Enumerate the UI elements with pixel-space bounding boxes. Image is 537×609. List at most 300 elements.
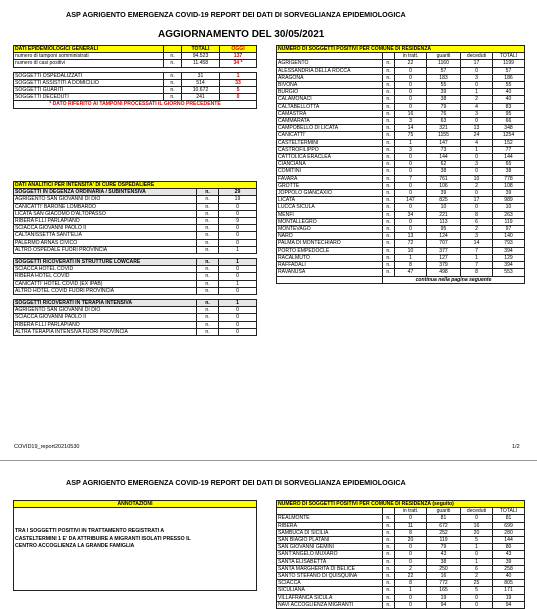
unit: n. xyxy=(383,132,395,139)
hospital-label: PALERMO ARNAS CIVICO xyxy=(14,239,197,246)
municipal-row xyxy=(277,515,525,522)
municipal-row xyxy=(277,240,525,247)
deceased: 2 xyxy=(461,96,493,103)
municipal-header-row xyxy=(277,501,525,508)
hospital-label: AGRIGENTO SAN GIOVANNI DI DIO xyxy=(14,307,197,314)
hospital-unit: n. xyxy=(197,266,219,273)
hospital-label: ALTRA TERAPIA INTENSIVA FUORI PROVINCIA xyxy=(14,328,197,335)
municipality-name: SAN GIOVANNI GEMINI xyxy=(277,544,383,551)
in-treatment: 8 xyxy=(395,529,427,536)
recovered: 106 xyxy=(427,182,461,189)
in-treatment: 0 xyxy=(395,168,427,175)
municipal-row xyxy=(277,211,525,218)
unit: n. xyxy=(383,522,395,529)
municipality-name: SICULIANA xyxy=(277,587,383,594)
row-unit: n. xyxy=(164,60,182,67)
municipal-col-header: TOTALI xyxy=(493,508,525,515)
hospital-unit: n. xyxy=(197,239,219,246)
general-row xyxy=(14,79,257,86)
hospital-label: SCIACCA GIOVANNI PAOLO II xyxy=(14,225,197,232)
row-unit: n. xyxy=(164,94,182,101)
municipal-row xyxy=(277,262,525,269)
total: 553 xyxy=(493,269,525,276)
row-label: SOGGETTI OSPEDALIZZATI xyxy=(14,72,164,79)
recovered: 147 xyxy=(427,139,461,146)
municipality-name: AGRIGENTO xyxy=(277,60,383,67)
in-treatment: 22 xyxy=(395,573,427,580)
deceased: 2 xyxy=(461,182,493,189)
recovered: 119 xyxy=(427,537,461,544)
hospital-unit: n. xyxy=(197,196,219,203)
row-today: 137 xyxy=(220,53,257,60)
deceased: 14 xyxy=(461,240,493,247)
unit: n. xyxy=(383,558,395,565)
recovered: 55 xyxy=(427,82,461,89)
unit: n. xyxy=(383,240,395,247)
hospital-unit: n. xyxy=(197,189,219,196)
hospital-row xyxy=(14,218,257,225)
in-treatment: 0 xyxy=(395,226,427,233)
municipal-row xyxy=(277,580,525,587)
hospital-label: RIBERA HOTEL COVID xyxy=(14,273,197,280)
in-treatment: 75 xyxy=(395,132,427,139)
total: 140 xyxy=(493,233,525,240)
municipal-row xyxy=(277,204,525,211)
municipal-col-header: TOTALI xyxy=(493,53,525,60)
total: 778 xyxy=(493,175,525,182)
recovered: 62 xyxy=(427,161,461,168)
total: 19 xyxy=(493,594,525,601)
municipal-col-header: in tratt. xyxy=(395,508,427,515)
recovered: 95 xyxy=(427,226,461,233)
deceased: 6 xyxy=(461,565,493,572)
deceased: 2 xyxy=(461,573,493,580)
recovered: 707 xyxy=(427,240,461,247)
municipal-row xyxy=(277,587,525,594)
total: 40 xyxy=(493,96,525,103)
municipality-name: MONTEVAGO xyxy=(277,226,383,233)
recovered: 81 xyxy=(427,515,461,522)
municipality-name: SANTA ELISABETTA xyxy=(277,558,383,565)
total: 40 xyxy=(493,89,525,96)
recovered: 79 xyxy=(427,103,461,110)
row-unit: n. xyxy=(164,72,182,79)
total: 263 xyxy=(493,211,525,218)
municipal-columns-row xyxy=(277,508,525,515)
recovered: 252 xyxy=(427,529,461,536)
hospital-value: 0 xyxy=(219,232,257,239)
deceased: 7 xyxy=(461,247,493,254)
hospital-value: 0 xyxy=(219,328,257,335)
municipal-row xyxy=(277,60,525,67)
hospital-unit: n. xyxy=(197,300,219,307)
recovered: 1155 xyxy=(427,132,461,139)
in-treatment: 0 xyxy=(395,601,427,608)
total: 38 xyxy=(493,168,525,175)
row-total: 11.458 xyxy=(182,60,220,67)
in-treatment: 0 xyxy=(395,204,427,211)
unit: n. xyxy=(383,182,395,189)
unit: n. xyxy=(383,544,395,551)
municipality-name: NARO xyxy=(277,233,383,240)
recovered: 38 xyxy=(427,558,461,565)
unit: n. xyxy=(383,103,395,110)
municipality-name: LUCCA SICULA xyxy=(277,204,383,211)
hospital-data-table xyxy=(13,181,257,336)
row-total: 514 xyxy=(182,79,220,86)
row-today: 5 xyxy=(220,87,257,94)
total: 66 xyxy=(493,118,525,125)
municipal-header-row xyxy=(277,46,525,53)
hospital-value: 0 xyxy=(219,273,257,280)
unit: n. xyxy=(383,551,395,558)
hospital-value: 0 xyxy=(219,314,257,321)
municipal-row xyxy=(277,82,525,89)
hospital-unit: n. xyxy=(197,314,219,321)
total: 39 xyxy=(493,190,525,197)
hospital-row xyxy=(14,314,257,321)
in-treatment: 0 xyxy=(395,103,427,110)
row-unit: n. xyxy=(164,53,182,60)
unit: n. xyxy=(383,565,395,572)
hospital-row xyxy=(14,210,257,217)
deceased: 1 xyxy=(461,89,493,96)
in-treatment: 0 xyxy=(395,182,427,189)
deceased: 0 xyxy=(461,82,493,89)
recovered: 39 xyxy=(427,190,461,197)
hospital-unit: n. xyxy=(197,321,219,328)
municipal-table xyxy=(276,45,525,284)
unit: n. xyxy=(383,587,395,594)
general-row xyxy=(14,72,257,79)
municipal-row xyxy=(277,573,525,580)
total: 83 xyxy=(493,103,525,110)
deceased: 0 xyxy=(461,118,493,125)
continue-row xyxy=(277,276,525,283)
recovered: 43 xyxy=(427,551,461,558)
unit: n. xyxy=(383,125,395,132)
municipal-col-header: deceduti xyxy=(461,508,493,515)
hospital-value: 0 xyxy=(219,321,257,328)
deceased: 0 xyxy=(461,515,493,522)
unit: n. xyxy=(383,262,395,269)
deceased: 10 xyxy=(461,175,493,182)
deceased: 0 xyxy=(461,154,493,161)
hospital-row xyxy=(14,307,257,314)
deceased: 2 xyxy=(461,226,493,233)
total: 119 xyxy=(493,218,525,225)
in-treatment: 3 xyxy=(395,118,427,125)
recovered: 377 xyxy=(427,247,461,254)
general-row xyxy=(14,94,257,101)
recovered: 183 xyxy=(427,74,461,81)
hospital-row xyxy=(14,321,257,328)
municipality-name: MONTALLEGRO xyxy=(277,218,383,225)
hospital-label: SOGGETTI RICOVERATI IN TERAPIA INTENSIVA xyxy=(14,300,197,307)
hospital-unit: n. xyxy=(197,246,219,253)
row-label: SOGGETTI DECEDUTI xyxy=(14,94,164,101)
in-treatment: 14 xyxy=(395,125,427,132)
unit: n. xyxy=(383,139,395,146)
hospital-value: 1 xyxy=(219,246,257,253)
hospital-label: RIBERA F.LLI PARLAPIANO xyxy=(14,218,197,225)
hospital-value: 9 xyxy=(219,218,257,225)
unit: n. xyxy=(383,190,395,197)
hospital-row xyxy=(14,246,257,253)
hospital-row xyxy=(14,273,257,280)
municipal-row xyxy=(277,89,525,96)
recovered: 250 xyxy=(427,565,461,572)
municipality-name: BIVONA xyxy=(277,82,383,89)
municipal-row xyxy=(277,601,525,608)
col-blank xyxy=(383,53,395,60)
deceased: 0 xyxy=(461,204,493,211)
total: 95 xyxy=(493,110,525,117)
municipal-table-continued xyxy=(276,500,525,609)
hospital-value: 1 xyxy=(219,300,257,307)
in-treatment: 0 xyxy=(395,154,427,161)
hospital-row xyxy=(14,239,257,246)
hospital-row xyxy=(14,287,257,294)
municipal-title: NUMERO DI SOGGETTI POSITIVI PER COMUNE DI RESIDENZA xyxy=(277,46,525,53)
deceased: 0 xyxy=(461,551,493,558)
row-label: SOGGETTI GUARITI xyxy=(14,87,164,94)
total: 805 xyxy=(493,580,525,587)
deceased: 17 xyxy=(461,197,493,204)
municipality-name: JOPPOLO GIANCAXIO xyxy=(277,190,383,197)
municipality-name: CALTABELLOTTA xyxy=(277,103,383,110)
row-today: 1 xyxy=(220,72,257,79)
hospital-label: CALTANISSETTA SANT'ELIA xyxy=(14,232,197,239)
municipal-row xyxy=(277,551,525,558)
in-treatment: 11 xyxy=(395,522,427,529)
hospital-row xyxy=(14,196,257,203)
unit: n. xyxy=(383,233,395,240)
hospital-label: SOGGETTI IN DEGENZA ORDINARIA / SUBINTENSIVA xyxy=(14,189,197,196)
municipal-title: NUMERO DI SOGGETTI POSITIVI PER COMUNE DI RESIDENZA (seguito) xyxy=(277,501,525,508)
recovered: 221 xyxy=(427,211,461,218)
unit: n. xyxy=(383,247,395,254)
municipality-name: SANTA MARGHERITA DI BELICE xyxy=(277,565,383,572)
hospital-value: 0 xyxy=(219,210,257,217)
hospital-unit: n. xyxy=(197,203,219,210)
hospital-row xyxy=(14,259,257,266)
deceased: 0 xyxy=(461,594,493,601)
municipality-name: MENFI xyxy=(277,211,383,218)
unit: n. xyxy=(383,89,395,96)
recovered: 39 xyxy=(427,89,461,96)
municipal-col-header: in tratt. xyxy=(395,53,427,60)
total: 10 xyxy=(493,204,525,211)
municipality-name: RAVANUSA xyxy=(277,269,383,276)
general-row xyxy=(14,87,257,94)
municipal-row xyxy=(277,132,525,139)
in-treatment: 72 xyxy=(395,240,427,247)
deceased: 3 xyxy=(461,161,493,168)
municipal-row xyxy=(277,110,525,117)
page1-title: AGGIORNAMENTO DEL 30/05/2021 xyxy=(158,29,325,40)
in-treatment: 8 xyxy=(395,262,427,269)
in-treatment: 0 xyxy=(395,96,427,103)
municipal-row xyxy=(277,103,525,110)
municipality-name: CASTELTERMINI xyxy=(277,139,383,146)
unit: n. xyxy=(383,197,395,204)
municipal-row xyxy=(277,154,525,161)
hospital-title: DATI ANALITICI PER INTENSITA' DI CURE OSPEDALIERE xyxy=(14,182,257,189)
deceased: 8 xyxy=(461,211,493,218)
municipality-name: REALMONTE xyxy=(277,515,383,522)
row-total: 10.672 xyxy=(182,87,220,94)
in-treatment: 3 xyxy=(395,146,427,153)
municipality-name: CASTROFILIPPO xyxy=(277,146,383,153)
in-treatment: 0 xyxy=(395,515,427,522)
general-header-row xyxy=(14,46,257,53)
recovered: 38 xyxy=(427,96,461,103)
total: 55 xyxy=(493,82,525,89)
footer-page-number: 1/2 xyxy=(512,444,520,450)
municipal-row xyxy=(277,226,525,233)
municipal-row xyxy=(277,218,525,225)
total: 97 xyxy=(493,226,525,233)
col-totali: TOTALI xyxy=(182,46,220,53)
in-treatment: 0 xyxy=(395,89,427,96)
hospital-label: SCIACCA GIOVANNI PAOLO II xyxy=(14,314,197,321)
in-treatment: 0 xyxy=(395,594,427,601)
municipal-row xyxy=(277,96,525,103)
col-blank xyxy=(383,508,395,515)
unit: n. xyxy=(383,254,395,261)
recovered: 127 xyxy=(427,254,461,261)
hospital-label: CANICATTI' BARONE LOMBARDO xyxy=(14,203,197,210)
hospital-unit: n. xyxy=(197,218,219,225)
total: 1254 xyxy=(493,132,525,139)
hospital-unit: n. xyxy=(197,307,219,314)
deceased: 24 xyxy=(461,132,493,139)
deceased: 13 xyxy=(461,125,493,132)
page1-header: ASP AGRIGENTO EMERGENZA COVID-19 REPORT DEI DATI DI SORVEGLIANZA EPIDEMIOLOGICA xyxy=(66,10,406,19)
in-treatment: 22 xyxy=(395,60,427,67)
municipality-name: GROTTE xyxy=(277,182,383,189)
municipal-row xyxy=(277,197,525,204)
hospital-label: RIBERA F.LLI PARLAPIANO xyxy=(14,321,197,328)
recovered: 38 xyxy=(427,168,461,175)
recovered: 379 xyxy=(427,262,461,269)
in-treatment: 34 xyxy=(395,211,427,218)
municipal-col-header: deceduti xyxy=(461,53,493,60)
hospital-unit: n. xyxy=(197,280,219,287)
total: 65 xyxy=(493,161,525,168)
unit: n. xyxy=(383,82,395,89)
municipality-name: CAMMARATA xyxy=(277,118,383,125)
deceased: 8 xyxy=(461,269,493,276)
unit: n. xyxy=(383,146,395,153)
unit: n. xyxy=(383,601,395,608)
total: 80 xyxy=(493,544,525,551)
row-unit: n. xyxy=(164,79,182,86)
unit: n. xyxy=(383,218,395,225)
row-label: numero di casi positivi xyxy=(14,60,164,67)
row-total: 31 xyxy=(182,72,220,79)
total: 348 xyxy=(493,125,525,132)
deceased: 1 xyxy=(461,544,493,551)
hospital-row xyxy=(14,203,257,210)
recovered: 63 xyxy=(427,118,461,125)
hospital-row xyxy=(14,189,257,196)
unit: n. xyxy=(383,154,395,161)
municipal-col-header: guariti xyxy=(427,508,461,515)
municipality-name: COMITINI xyxy=(277,168,383,175)
hospital-unit: n. xyxy=(197,232,219,239)
deceased: 3 xyxy=(461,110,493,117)
hospital-value: 19 xyxy=(219,196,257,203)
in-treatment: 1 xyxy=(395,587,427,594)
total: 129 xyxy=(493,254,525,261)
unit: n. xyxy=(383,211,395,218)
row-label: SOGGETTI ASSISTITI A DOMICILIO xyxy=(14,79,164,86)
in-treatment: 147 xyxy=(395,197,427,204)
in-treatment: 10 xyxy=(395,247,427,254)
row-today: 0 xyxy=(220,94,257,101)
municipality-name: NAVI ACCOGLIENZA MIGRANTI xyxy=(277,601,383,608)
deceased: 17 xyxy=(461,60,493,67)
hospital-value: 0 xyxy=(219,307,257,314)
total: 152 xyxy=(493,139,525,146)
municipal-row xyxy=(277,247,525,254)
in-treatment: 0 xyxy=(395,161,427,168)
deceased: 16 xyxy=(461,522,493,529)
recovered: 19 xyxy=(427,594,461,601)
in-treatment: 1 xyxy=(395,139,427,146)
deceased: 0 xyxy=(461,601,493,608)
in-treatment: 0 xyxy=(395,82,427,89)
hospital-row xyxy=(14,300,257,307)
recovered: 772 xyxy=(427,580,461,587)
municipal-row xyxy=(277,67,525,74)
municipality-name: CANICATTI' xyxy=(277,132,383,139)
hospital-unit: n. xyxy=(197,210,219,217)
row-label: numero di tamponi somministrati xyxy=(14,53,164,60)
hospital-unit: n. xyxy=(197,259,219,266)
in-treatment: 13 xyxy=(395,233,427,240)
municipal-row xyxy=(277,190,525,197)
municipal-row xyxy=(277,269,525,276)
in-treatment: 0 xyxy=(395,544,427,551)
recovered: 113 xyxy=(427,218,461,225)
municipal-row xyxy=(277,168,525,175)
hospital-value: 0 xyxy=(219,203,257,210)
unit: n. xyxy=(383,110,395,117)
municipal-row xyxy=(277,161,525,168)
deceased: 1 xyxy=(461,558,493,565)
municipal-columns-row xyxy=(277,53,525,60)
deceased: 6 xyxy=(461,218,493,225)
deceased: 25 xyxy=(461,580,493,587)
municipality-name: RAFFADALI xyxy=(277,262,383,269)
unit: n. xyxy=(383,118,395,125)
hospital-label: SOGGETTI RICOVERATI IN STRUTTURE LOWCARE xyxy=(14,259,197,266)
municipality-name: ALESSANDRIA DELLA ROCCA xyxy=(277,67,383,74)
municipal-row xyxy=(277,125,525,132)
footnote-row xyxy=(14,101,257,108)
row-total: 94.523 xyxy=(182,53,220,60)
municipality-name: CAMPOBELLO DI LICATA xyxy=(277,125,383,132)
annotation-line: CASTELTERMINI 1 E' DA ATTRIBUIRE A MIGRANTI ISOLATI PRESSO IL xyxy=(15,535,191,542)
in-treatment: 0 xyxy=(395,67,427,74)
hospital-unit: n. xyxy=(197,287,219,294)
in-treatment: 0 xyxy=(395,190,427,197)
in-treatment: 0 xyxy=(395,218,427,225)
unit: n. xyxy=(383,96,395,103)
